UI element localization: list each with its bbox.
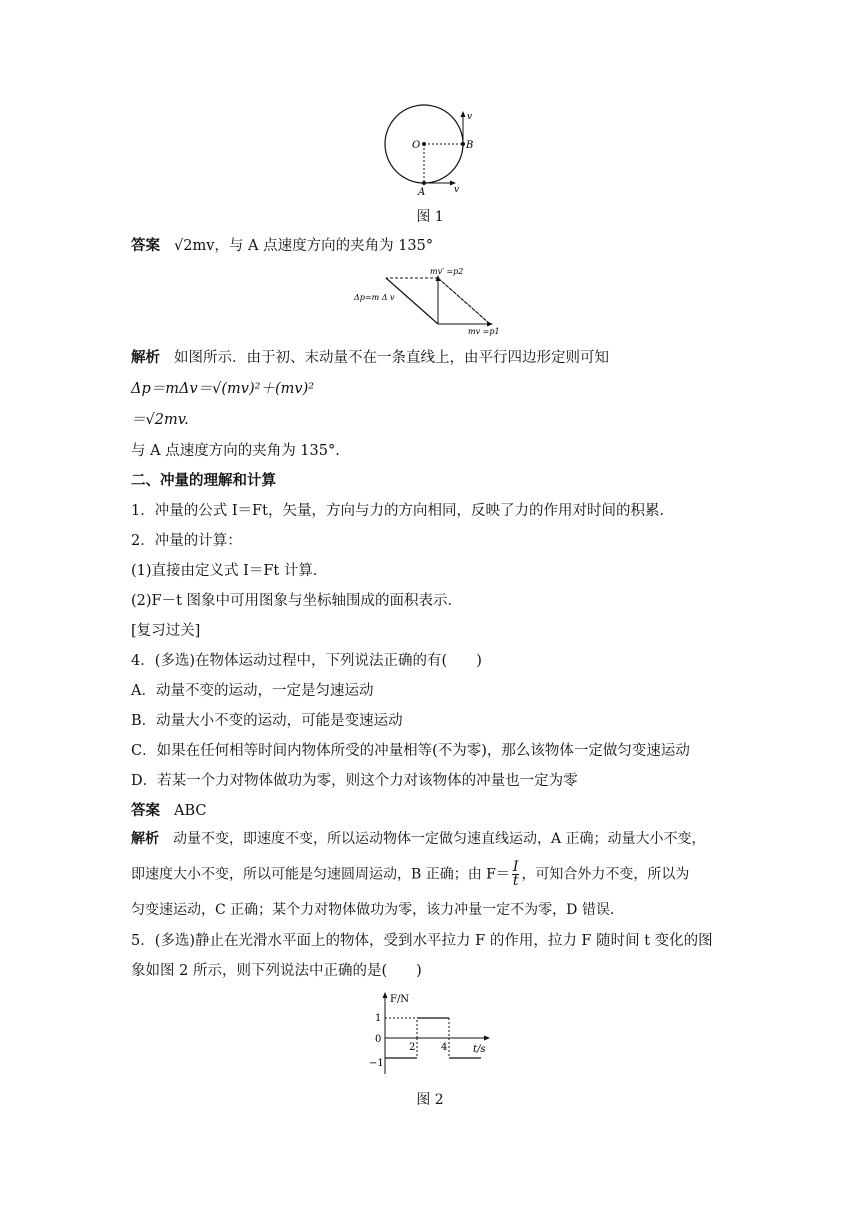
label-A: A — [418, 187, 426, 196]
y-axis-label: F/N — [390, 994, 410, 1005]
q5-stem-2: 象如图 2 所示，则下列说法中正确的是( ) — [131, 963, 422, 979]
figure2-F-t-graph — [364, 990, 494, 1080]
q4-analysis-2b: ，可知合外力不变，所以为 — [521, 866, 690, 883]
fraction-denominator: t — [512, 873, 519, 889]
y-tick-minus1: −1 — [369, 1058, 384, 1069]
label-p1: mv =p1 — [468, 327, 500, 336]
section2-heading: 二、冲量的理解和计算 — [131, 473, 276, 489]
q4-answer-line — [131, 801, 207, 821]
y-axis-arrow — [383, 992, 388, 998]
label-B: B — [466, 140, 474, 151]
figure1-circle-diagram — [380, 104, 480, 196]
q4-analysis-line2 — [131, 861, 689, 888]
momentum-vector-diagram — [352, 262, 512, 338]
q4-stem: 4．(多选)在物体运动过程中，下列说法正确的有( ) — [131, 653, 482, 669]
figure2-caption: 图 2 — [416, 1092, 444, 1108]
q4-analysis-label: 解析 — [131, 831, 159, 847]
x-tick-2: 2 — [409, 1042, 416, 1053]
x-axis-label: t/s — [473, 1044, 486, 1055]
answer1-label: 答案 — [131, 238, 160, 254]
y-tick-0: 0 — [375, 1034, 382, 1045]
q4-option-A: A．动量不变的运动，一定是匀速运动 — [131, 683, 374, 699]
answer1-text: √2mv，与 A 点速度方向的夹角为 135° — [174, 238, 434, 254]
analysis1-conclusion: 与 A 点速度方向的夹角为 135°. — [131, 443, 340, 459]
section2-p2: 2．冲量的计算： — [131, 533, 242, 549]
x-tick-4: 4 — [441, 1042, 448, 1053]
label-p2: mv′ =p2 — [430, 267, 464, 276]
q4-analysis-line1 — [131, 829, 706, 849]
analysis1-label: 解析 — [131, 350, 160, 366]
label-O: O — [412, 140, 421, 151]
answer1-line — [131, 236, 433, 256]
fraction-numerator: I — [512, 859, 519, 875]
y-tick-1: 1 — [375, 1013, 382, 1024]
q4-answer: ABC — [174, 803, 207, 819]
q4-analysis-1: 动量不变，即速度不变，所以运动物体一定做匀速直线运动，A 正确；动量大小不变， — [173, 831, 706, 847]
q4-analysis-line3: 匀变速运动，C 正确；某个力对物体做功为零，该力冲量一定不为零，D 错误． — [131, 902, 624, 918]
analysis1-eq1: Δp＝mΔv＝√(mv)²＋(mv)² — [131, 381, 315, 397]
q5-stem-1: 5．(多选)静止在光滑水平面上的物体，受到水平拉力 F 的作用，拉力 F 随时间 t 变化的图 — [131, 933, 713, 949]
fraction-I-over-t — [512, 861, 520, 888]
figure1-caption: 图 1 — [416, 209, 444, 225]
section2-p4: (2)F－t 图象中可用图象与坐标轴围成的面积表示． — [131, 593, 463, 609]
analysis1-text: 如图所示．由于初、末动量不在一条直线上，由平行四边形定则可知 — [174, 350, 609, 366]
q4-option-D: D．若某一个力对物体做功为零，则这个力对该物体的冲量也一定为零 — [131, 773, 578, 789]
q4-answer-label: 答案 — [131, 803, 160, 819]
analysis1-eq2: ＝√2mv. — [131, 412, 189, 428]
review-heading: [复习过关] — [131, 623, 201, 639]
q4-analysis-2a: 即速度大小不变，所以可能是匀速圆周运动，B 正确；由 F＝ — [131, 866, 510, 883]
analysis1-line — [131, 348, 609, 368]
q4-option-C: C．如果在任何相等时间内物体所受的冲量相等(不为零)，那么该物体一定做匀变速运动 — [131, 743, 690, 759]
section2-p3: (1)直接由定义式 I＝Ft 计算． — [131, 563, 328, 579]
x-axis-arrow — [484, 1036, 490, 1041]
label-v-bottom: v — [454, 185, 460, 195]
q4-option-B: B．动量大小不变的运动，可能是变速运动 — [131, 713, 403, 729]
label-delta-p: Δp=m Δ v — [354, 293, 395, 302]
label-v-top: v — [467, 112, 473, 122]
section2-p1: 1．冲量的公式 I＝Ft，矢量，方向与力的方向相同，反映了力的作用对时间的积累． — [131, 503, 674, 519]
